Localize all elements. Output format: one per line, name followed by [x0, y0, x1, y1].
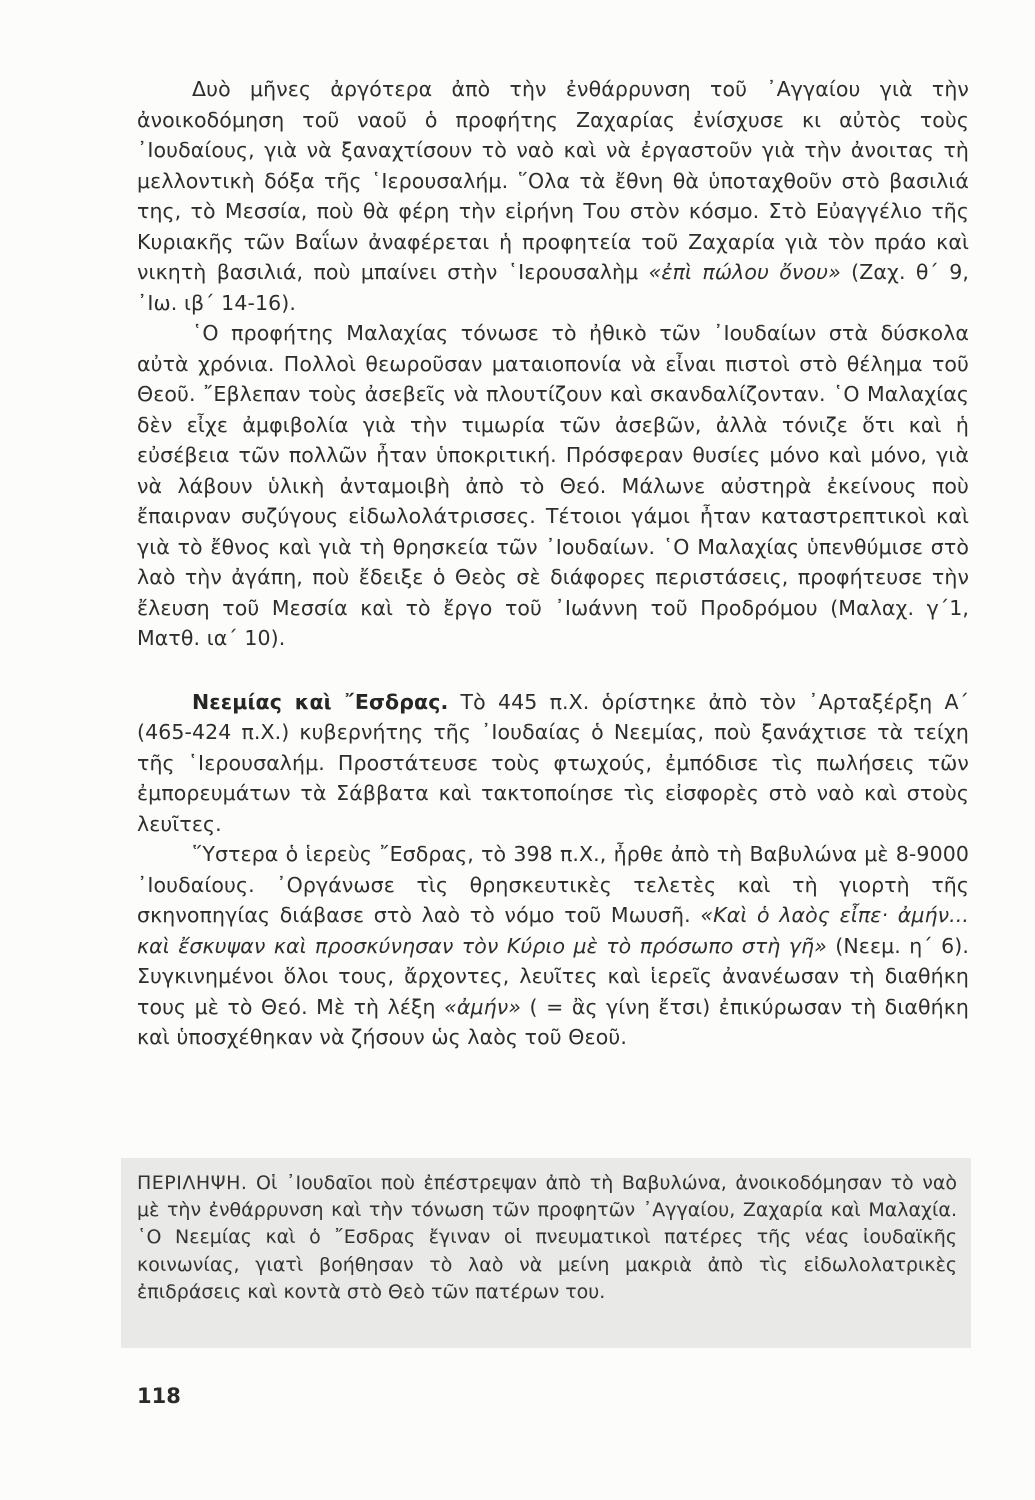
paragraph-text: ῞Υστερα ὁ ἱερεὺς ῎Εσδρας, τὸ 398 π.Χ., ἦρθε ἀπὸ τὴ Βαβυλώνα μὲ 8-9000 ᾿Ιουδαίους. ᾿Οργάνωσε τὶς θρησκευτικὲς τελετὲς καὶ τὴ γιορτὴ τῆς σκηνοπηγίας διάβασε στὸ λαὸ τὸ νόμο τοῦ Μωυσῆ.: [137, 842, 969, 927]
reference: (Νεεμ. η΄ 6). Συγκινημένοι ὅλοι τους, ἄρχοντες, λευῖτες καὶ ἱερεῖς ἀνανέωσαν τὴ διαθήκη τους μὲ τὸ Θεό. Μὲ τὴ λέξη: [137, 933, 969, 1019]
paragraph-ezra: [137, 839, 969, 1053]
quote-amen: «ἀμήν»: [444, 994, 522, 1019]
quote: «ἐπὶ πώλου ὄνου»: [648, 260, 841, 284]
quote: «Καὶ ὁ λαὸς εἶπε· ἀμήν... καὶ ἔσκυψαν καὶ προσκύνησαν τὸν Κύριο μὲ τὸ πρόσωπο στὴ γῆ»: [137, 903, 969, 958]
paragraph-text: Τὸ 445 π.Χ. ὁρίστηκε ἀπὸ τὸν ᾿Αρταξέρξη Α΄ (465-424 π.Χ.) κυβερνήτης τῆς ᾿Ιουδαίας ὁ Νεεμίας, ποὺ ξανάχτισε τὰ τείχη τῆς ῾Ιερουσαλήμ. Προστάτευσε τοὺς φτωχούς, ἐμπόδισε τὶς πωλήσεις τῶν ἐμπορευμάτων τὰ Σάββατα καὶ τακτοποίησε τὶς εἰσφορὲς στὸ ναὸ καὶ στοὺς λευῖτες.: [137, 689, 970, 836]
paragraph-text: ( = ἂς γίνη ἔτσι) ἐπικύρωσαν τὴ διαθήκη καὶ ὑποσχέθηκαν νὰ ζήσουν ὡς λαὸς τοῦ Θεοῦ.: [137, 994, 969, 1049]
summary-box: [121, 1158, 971, 1348]
paragraph-malachi: ῾Ο προφήτης Μαλαχίας τόνωσε τὸ ἠθικὸ τῶν ᾿Ιουδαίων στὰ δύσκολα αὐτὰ χρόνια. Πολλοὶ θεωροῦσαν ματαιοπονία νὰ εἶναι πιστοὶ στὸ θέλημα τοῦ Θεοῦ. ῎Εβλεπαν τοὺς ἀσεβεῖς νὰ πλουτίζουν καὶ σκανδαλίζονταν. ῾Ο Μαλαχίας δὲν εἶχε ἀμφιβολία γιὰ τὴν τιμωρία τῶν ἀσεβῶν, ἀλλὰ τόνιζε ὅτι καὶ ἡ εὐσέβεια τῶν πολλῶν ἦταν ὑποκριτική. Πρόσφεραν θυσίες μόνο καὶ μόνο, γιὰ νὰ λάβουν ὑλικὴ ἀνταμοιβὴ ἀπὸ τὸ Θεό. Μάλωνε αὐστηρὰ ἐκείνους ποὺ ἔπαιρναν συζύγους εἰδωλολάτρισσες. Τέτοιοι γάμοι ἦταν καταστρεπτικοὶ καὶ γιὰ τὸ ἔθνος καὶ γιὰ τὴ θρησκεία τῶν ᾿Ιουδαίων. ῾Ο Μαλαχίας ὑπενθύμισε στὸ λαὸ τὴν ἀγάπη, ποὺ ἔδειξε ὁ Θεὸς σὲ διάφορες περιστάσεις, προφήτευσε τὴν ἔλευση τοῦ Μεσσία καὶ τὸ ἔργο τοῦ ᾿Ιωάννη τοῦ Προδρόμου (Μαλαχ. γ΄1, Ματθ. ια΄ 10).: [137, 321, 969, 650]
section-heading: Νεεμίας καὶ ῎Εσδρας.: [192, 689, 449, 714]
summary-text: Οἱ ᾿Ιουδαῖοι ποὺ ἐπέστρεψαν ἀπὸ τὴ Βαβυλώνα, ἀνοικοδόμησαν τὸ ναὸ μὲ τὴν ἐνθάρρυνση καὶ τὴν τόνωση τῶν προφητῶν ᾿Αγγαίου, Ζαχαρία καὶ Μαλαχία. ῾Ο Νεεμίας καὶ ὁ ῎Εσδρας ἔγιναν οἱ πνευματικοὶ πατέρες τῆς νέας ἰουδαϊκῆς κοινωνίας, γιατὶ βοήθησαν τὸ λαὸ νὰ μείνη μακριὰ ἀπὸ τὶς εἰδωλολατρικὲς ἐπιδράσεις καὶ κοντὰ στὸ Θεὸ τῶν πατέρων του.: [137, 1172, 957, 1303]
paragraph-zechariah: [137, 74, 969, 318]
reference: (Ζαχ. θ΄ 9, ᾿Ιω. ιβ΄ 14-16).: [137, 260, 969, 315]
summary-paragraph: [137, 1170, 957, 1306]
summary-label: ΠΕΡΙΛΗΨΗ.: [137, 1172, 248, 1194]
page-body: [137, 74, 969, 1053]
paragraph-nehemiah-ezra: [137, 687, 969, 840]
paragraph-text: Δυὸ μῆνες ἀργότερα ἀπὸ τὴν ἐνθάρρυνση τοῦ ᾿Αγγαίου γιὰ τὴν ἀνοικοδόμηση τοῦ ναοῦ ὁ προφήτης Ζαχαρίας ἐνίσχυσε κι αὐτὸς τοὺς ᾿Ιουδαίους, γιὰ νὰ ξαναχτίσουν τὸ ναὸ καὶ νὰ ἐργαστοῦν γιὰ τὴν ἀνοιτας τὴ μελλοντικὴ δόξα τῆς ῾Ιερουσαλήμ. ῞Ολα τὰ ἔθνη θὰ ὑποταχθοῦν στὸ βασιλιά της, τὸ Μεσσία, ποὺ θὰ φέρη τὴν εἰρήνη Του στὸν κόσμο. Στὸ Εὐαγγέλιο τῆς Κυριακῆς τῶν Βαΐων ἀναφέρεται ἡ προφητεία τοῦ Ζαχαρία γιὰ τὸν πράο καὶ νικητὴ βασιλιά, ποὺ μπαίνει στὴν ῾Ιερουσαλὴμ: [137, 77, 969, 284]
page-number: 118: [137, 1384, 181, 1408]
